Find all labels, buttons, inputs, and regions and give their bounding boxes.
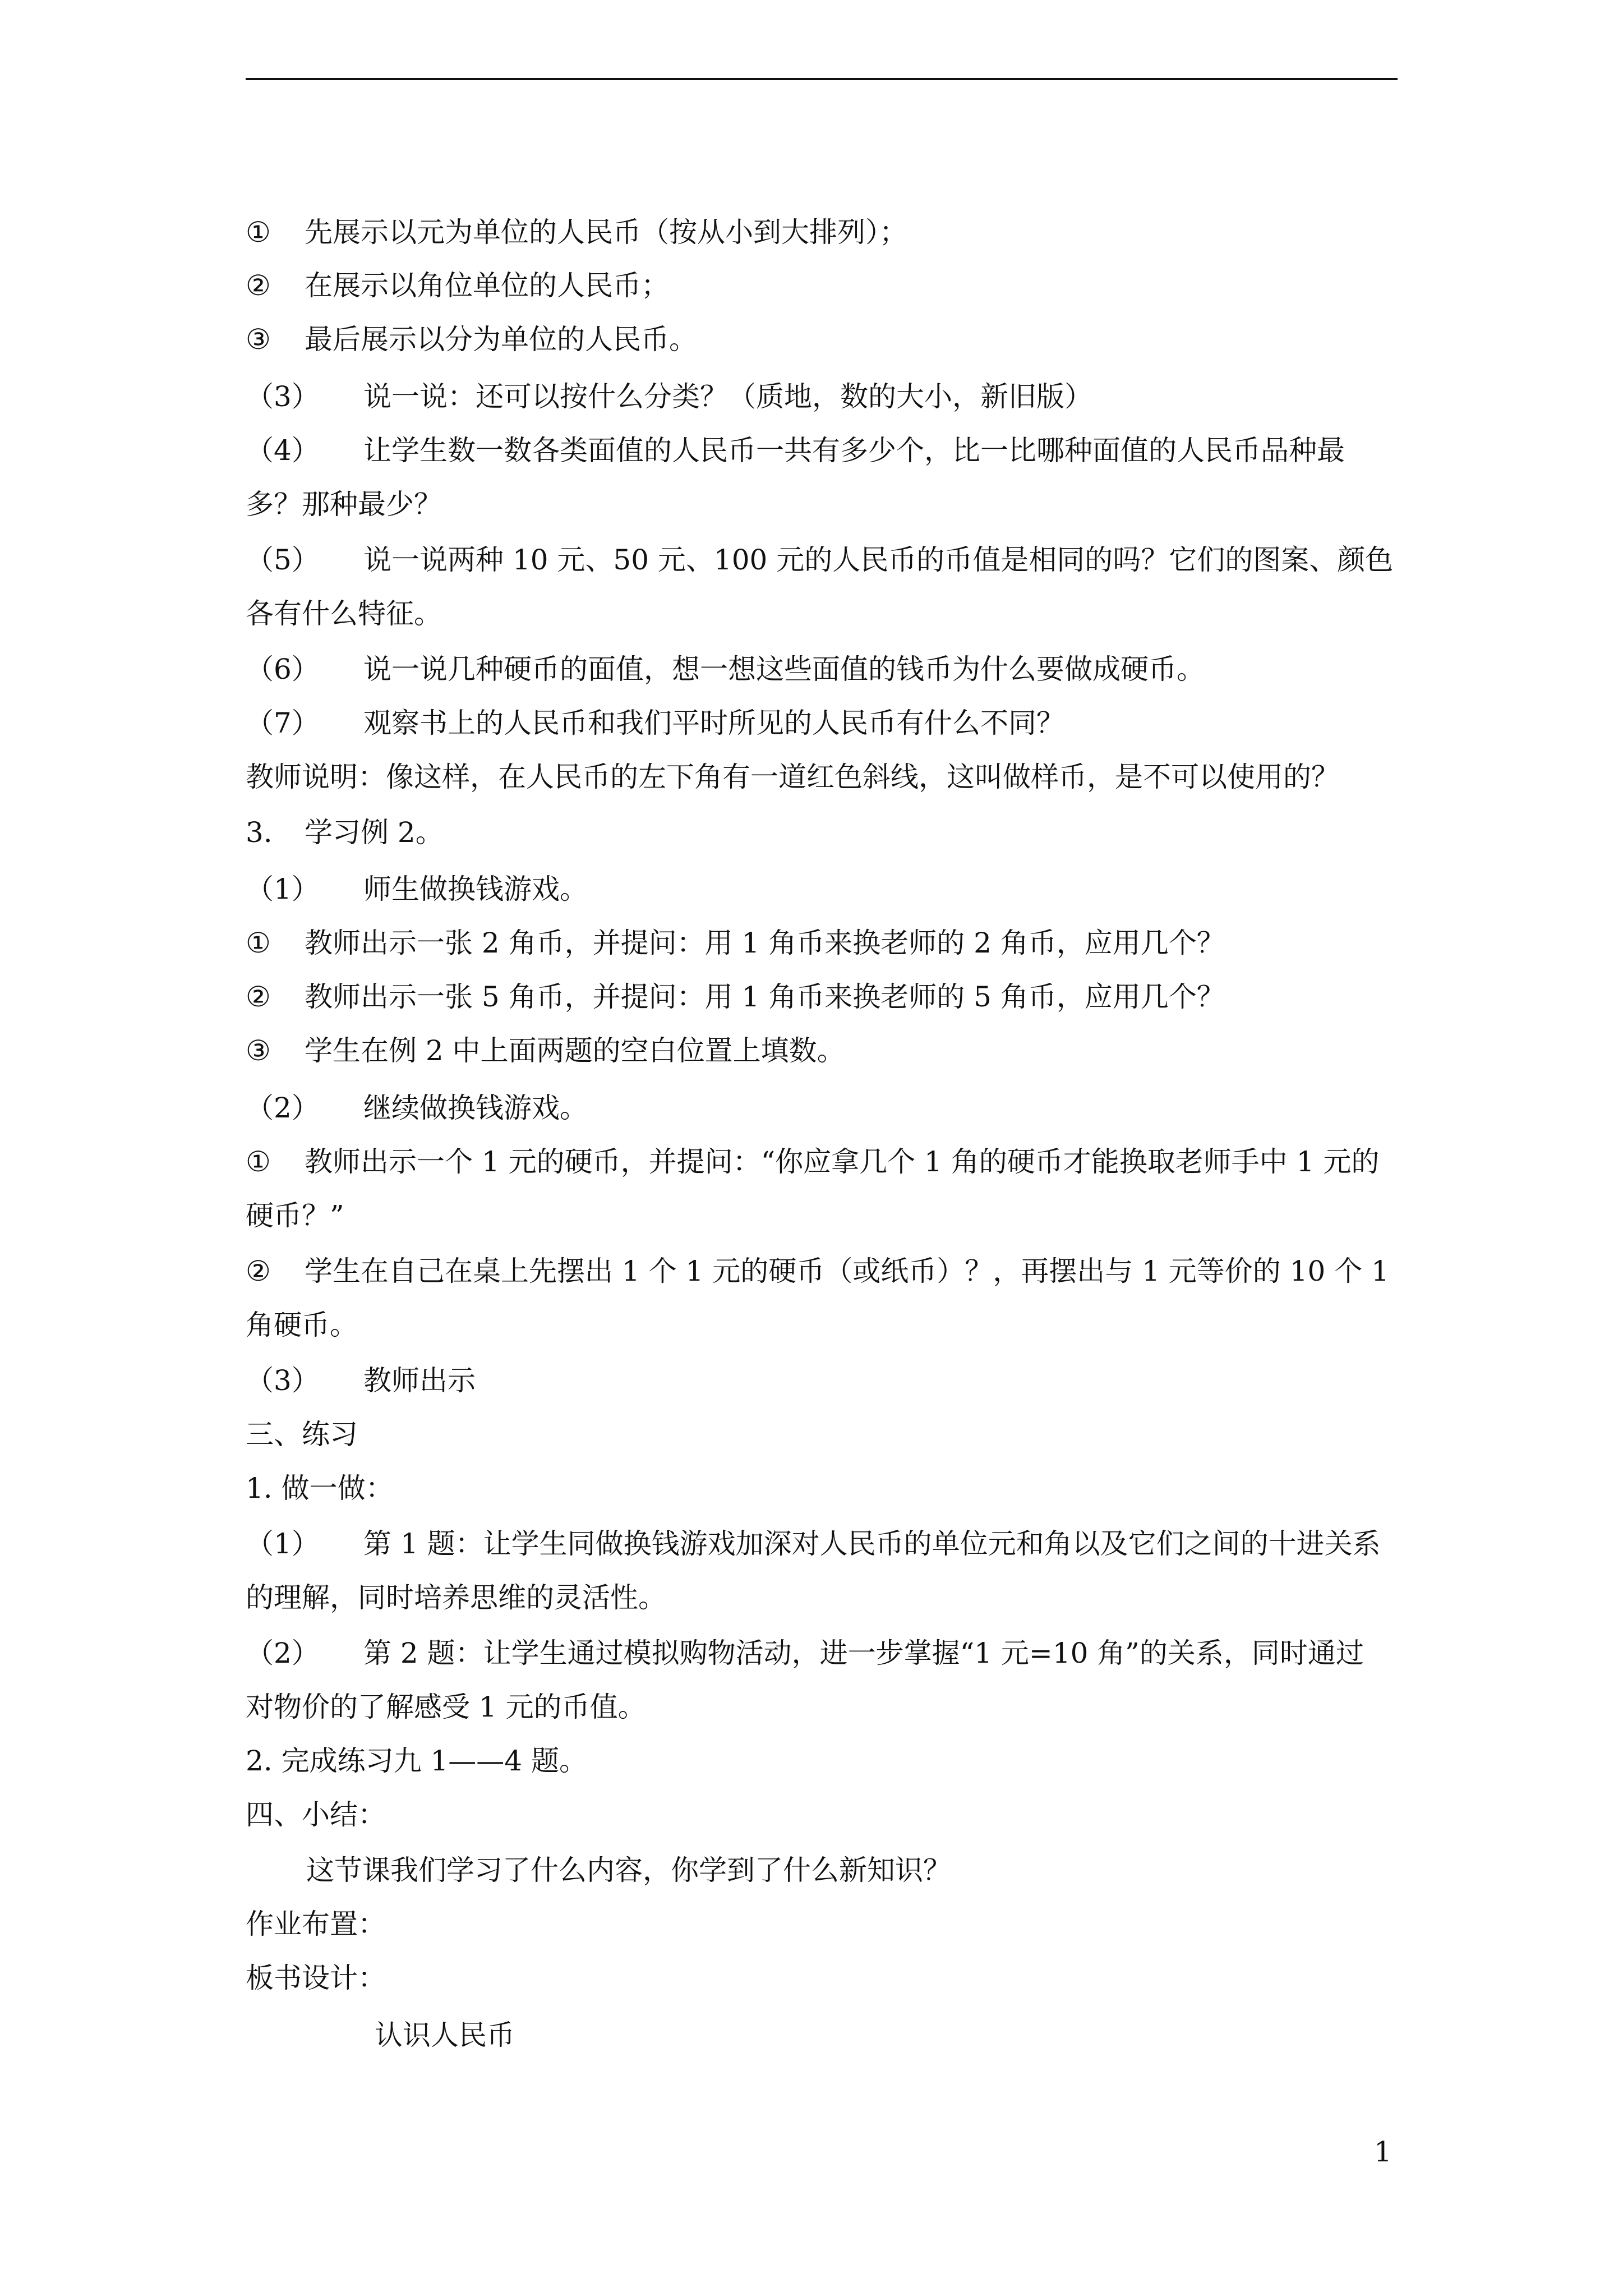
body-line: 1. 做一做： — [246, 1472, 394, 1504]
body-line: 硬币？” — [246, 1199, 344, 1232]
body-line: （2） 继续做换钱游戏。 — [246, 1092, 588, 1124]
body-line: （6） 说一说几种硬币的面值，想一想这些面值的钱币为什么要做成硬币。 — [246, 653, 1205, 685]
body-line: ① 先展示以元为单位的人民币（按从小到大排列）； — [246, 216, 907, 249]
body-line: 作业布置： — [246, 1908, 386, 1940]
body-line: 的理解，同时培养思维的灵活性。 — [246, 1581, 666, 1614]
body-line: 板书设计： — [246, 1962, 386, 1994]
body-line: ② 在展示以角位单位的人民币； — [246, 269, 669, 302]
body-line: 对物价的了解感受 1 元的币值。 — [246, 1691, 646, 1723]
body-line: （3） 说一说：还可以按什么分类？（质地，数的大小，新旧版） — [246, 380, 1092, 413]
body-line: ③ 学生在例 2 中上面两题的空白位置上填数。 — [246, 1034, 845, 1067]
body-line: ③ 最后展示以分为单位的人民币。 — [246, 323, 697, 356]
body-line: （3） 教师出示 — [246, 1364, 476, 1397]
body-line: ② 教师出示一张 5 角币，并提问：用 1 角币来换老师的 5 角币，应用几个？ — [246, 981, 1225, 1013]
body-line: （1） 第 1 题：让学生同做换钱游戏加深对人民币的单位元和角以及它们之间的十进关系 — [246, 1527, 1381, 1560]
page-number: 1 — [1374, 2136, 1392, 2168]
body-line: ① 教师出示一张 2 角币，并提问：用 1 角币来换老师的 2 角币，应用几个？ — [246, 927, 1225, 959]
body-line: 各有什么特征。 — [246, 597, 442, 630]
body-line: ① 教师出示一个 1 元的硬币，并提问：“你应拿几个 1 角的硬币才能换取老师手中 1 元的 — [246, 1145, 1380, 1178]
body-line: （7） 观察书上的人民币和我们平时所见的人民币有什么不同？ — [246, 707, 1064, 739]
section-heading: 四、小结： — [246, 1798, 386, 1831]
body-line: （1） 师生做换钱游戏。 — [246, 873, 588, 905]
body-line: （5） 说一说两种 10 元、50 元、100 元的人民币的币值是相同的吗？它们的图案、颜色 — [246, 544, 1394, 576]
header-rule — [246, 78, 1398, 80]
body-line: （2） 第 2 题：让学生通过模拟购物活动，进一步掌握“1 元=10 角”的关系，同时通过 — [246, 1637, 1364, 1669]
board-title: 认识人民币 — [375, 2019, 515, 2051]
body-line: （4） 让学生数一数各类面值的人民币一共有多少个，比一比哪种面值的人民币品种最 — [246, 434, 1345, 467]
body-line: 这节课我们学习了什么内容，你学到了什么新知识？ — [306, 1854, 951, 1887]
section-heading: 三、练习 — [246, 1418, 358, 1451]
body-line: 2. 完成练习九 1——4 题。 — [246, 1745, 588, 1777]
body-line: 教师说明：像这样，在人民币的左下角有一道红色斜线，这叫做样币，是不可以使用的？ — [246, 761, 1339, 793]
body-line: 多？那种最少？ — [246, 488, 442, 521]
body-line: 3. 学习例 2。 — [246, 816, 444, 849]
body-line: ② 学生在自己在桌上先摆出 1 个 1 元的硬币（或纸币）？，再摆出与 1 元等价的 10 个 1 — [246, 1255, 1389, 1287]
body-line: 角硬币。 — [246, 1309, 358, 1341]
